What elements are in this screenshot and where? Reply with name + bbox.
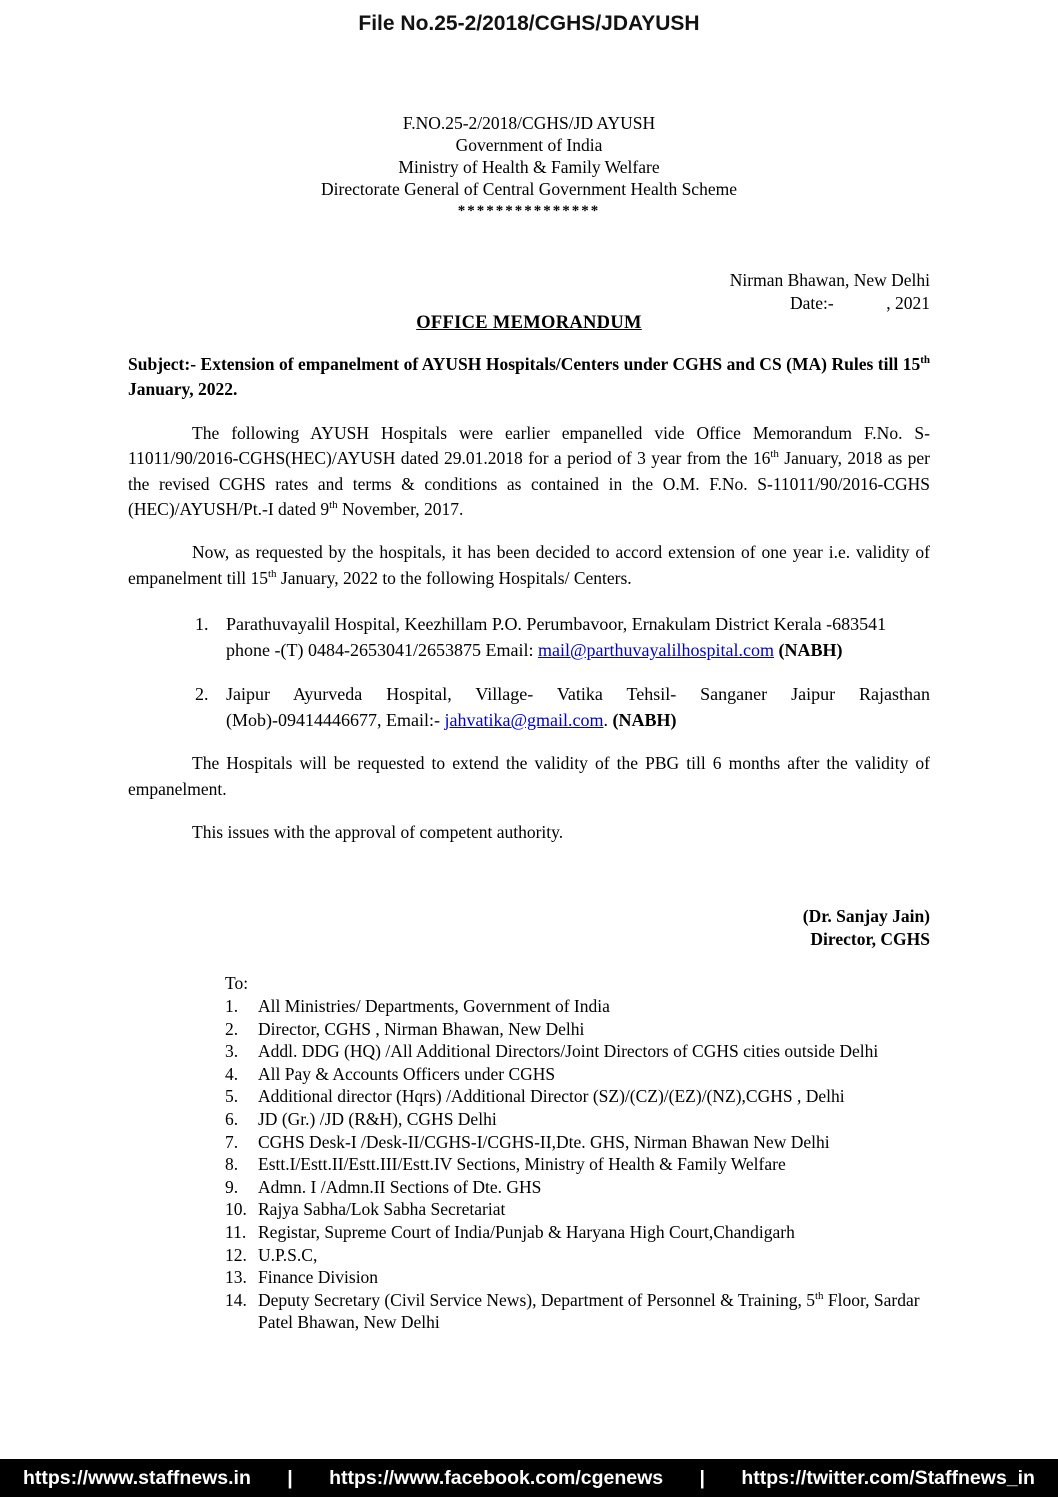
paragraph-2-superscript: th [267, 568, 277, 581]
to-item-2-text: Director, CGHS , Nirman Bhawan, New Delhi [258, 1018, 585, 1039]
to-item-10-text: Rajya Sabha/Lok Sabha Secretariat [258, 1199, 506, 1220]
subject-superscript: th [920, 354, 930, 367]
to-item-9 [225, 1176, 930, 1199]
paragraph-1-superscript-1: th [770, 448, 779, 461]
hospital-2-accreditation-badge: (NABH) [612, 710, 677, 731]
paragraph-1-part2: January, 2018 as per the revised CGHS rates and terms & conditions as contained in the O.M. F.No. S-11011/90/2016-CGHS (HEC)/AYUSH/Pt.-I dated 9 [128, 448, 930, 520]
to-item-10 [225, 1198, 930, 1221]
to-item-14-text [258, 1289, 930, 1334]
to-item-12-number: 12. [225, 1244, 247, 1265]
hospital-1-accreditation-badge: (NABH) [778, 640, 843, 661]
file-number-header: File No.25-2/2018/CGHS/JDAYUSH [358, 12, 700, 35]
letterhead-ministry: Ministry of Health & Family Welfare [398, 157, 660, 177]
paragraph-2-part2: January, 2022 to the following Hospitals/ Centers. [276, 567, 632, 588]
to-item-4-number: 4. [225, 1063, 239, 1084]
to-item-13 [225, 1266, 930, 1289]
to-item-8-number: 8. [225, 1154, 239, 1175]
paragraph-1-superscript-2: th [329, 499, 338, 512]
to-item-5-text: Additional director (Hqrs) /Additional Director (SZ)/(CZ)/(EZ)/(NZ),CGHS , Delhi [258, 1086, 845, 1107]
hospital-list [128, 611, 930, 733]
to-item-11-number: 11. [225, 1222, 247, 1242]
to-item-7 [225, 1131, 930, 1154]
to-item-2-number: 2. [225, 1018, 239, 1039]
to-item-5-number: 5. [225, 1086, 239, 1107]
memo-title-text: OFFICE MEMORANDUM [416, 313, 642, 333]
to-item-7-number: 7. [225, 1131, 239, 1152]
to-item-1-number: 1. [225, 996, 239, 1017]
paragraph-1-part1: The following AYUSH Hospitals were earlier empanelled vide Office Memorandum F.No. S-11011/90/2016-CGHS(HEC)/AYUSH dated 29.01.2018 for a period of 3 year from the 16 [128, 422, 930, 469]
paragraph-1-part3: November, 2017. [337, 499, 464, 520]
paragraph-2-part1: Now, as requested by the hospitals, it has been decided to accord extension of one year i.e. validity of empanelment till 15 [128, 542, 930, 588]
memo-title [0, 313, 1058, 334]
letterhead-government: Government of India [455, 135, 603, 155]
to-item-12 [225, 1244, 930, 1267]
to-item-8-text: Estt.I/Estt.II/Estt.III/Estt.IV Sections, Ministry of Health & Family Welfare [258, 1154, 786, 1175]
hospital-2-after: . [603, 710, 613, 731]
document-body [128, 352, 930, 1334]
date-line: Date:- , 2021 [790, 292, 930, 313]
paragraph-3: The Hospitals will be requested to extend the validity of the PBG till 6 months after the validity of empanelment. [128, 753, 930, 799]
to-item-1-text: All Ministries/ Departments, Government of India [258, 996, 610, 1017]
hospital-item-1 [195, 611, 930, 663]
hospital-1-text: Parathuvayalil Hospital, Keezhillam P.O. Perumbavoor, Ernakulam District Kerala -683541 phone -(T) 0484-2653041/2653875 Email: [226, 614, 887, 661]
hospital-1-number: 1. [195, 614, 209, 635]
to-item-1 [225, 995, 930, 1018]
hospital-2-number: 2. [195, 684, 209, 705]
place-line: Nirman Bhawan, New Delhi [729, 270, 930, 290]
to-item-9-number: 9. [225, 1176, 239, 1197]
hospital-2-text-block [226, 681, 930, 733]
to-item-5 [225, 1085, 930, 1108]
signatory-name: (Dr. Sanjay Jain) [802, 906, 930, 927]
subject-part1: Subject:- Extension of empanelment of AYUSH Hospitals/Centers under CGHS and CS (MA) Rules till 15 [128, 354, 921, 374]
to-item-10-number: 10. [225, 1199, 247, 1220]
letterhead [0, 112, 1058, 222]
footer-separator-1: | [287, 1466, 293, 1489]
paragraph-1 [128, 421, 930, 523]
to-item-14-superscript: th [814, 1289, 824, 1302]
paragraph-4: This issues with the approval of competent authority. [192, 822, 564, 843]
hospital-1-email-link[interactable]: mail@parthuvayalilhospital.com [537, 640, 774, 661]
to-item-3-text: Addl. DDG (HQ) /All Additional Directors/Joint Directors of CGHS cities outside Delhi [258, 1041, 879, 1062]
to-item-4 [225, 1063, 930, 1086]
to-item-13-number: 13. [225, 1267, 247, 1288]
to-item-12-text: U.P.S.C, [258, 1244, 318, 1265]
to-item-9-text: Admn. I /Admn.II Sections of Dte. GHS [258, 1176, 542, 1197]
footer-separator-2: | [699, 1466, 705, 1489]
to-item-14-part2: Floor, Sardar Patel Bhawan, New Delhi [258, 1289, 920, 1333]
footer-bar [0, 1459, 1058, 1497]
to-item-11-text: Registar, Supreme Court of India/Punjab & Haryana High Court,Chandigarh [258, 1222, 795, 1242]
signature-block [128, 905, 930, 950]
footer-link-twitter: https://twitter.com/Staffnews_in [741, 1466, 1035, 1489]
to-item-11 [225, 1221, 930, 1244]
to-item-2 [225, 1018, 930, 1041]
hospital-1-text-block [226, 611, 930, 663]
subject-part2: January, 2022. [128, 379, 238, 400]
hospital-2-email-link[interactable]: jahvatika@gmail.com [444, 710, 604, 731]
letterhead-directorate: Directorate General of Central Government Health Scheme [321, 179, 737, 199]
subject-line [128, 352, 930, 403]
distribution-list [128, 972, 930, 1334]
to-item-7-text: CGHS Desk-I /Desk-II/CGHS-I/CGHS-II,Dte. GHS, Nirman Bhawan New Delhi [258, 1131, 830, 1152]
to-item-14-part1: Deputy Secretary (Civil Service News), Department of Personnel & Training, 5 [258, 1289, 815, 1310]
hospital-item-2 [195, 681, 930, 733]
footer-link-staffnews: https://www.staffnews.in [23, 1466, 251, 1489]
to-item-6-number: 6. [225, 1109, 239, 1130]
hospital-2-text: Jaipur Ayurveda Hospital, Village- Vatika Tehsil- Sanganer Jaipur Rajasthan (Mob)-09414446677, Email:- [226, 684, 930, 731]
to-item-14-number: 14. [225, 1289, 247, 1310]
to-item-4-text: All Pay & Accounts Officers under CGHS [258, 1063, 556, 1084]
letterhead-separator: *************** [457, 203, 601, 219]
to-item-14 [225, 1289, 930, 1334]
to-label: To: [225, 973, 249, 994]
signatory-designation: Director, CGHS [810, 928, 930, 949]
to-item-8 [225, 1153, 930, 1176]
place-date-block [730, 269, 930, 314]
footer-link-facebook: https://www.facebook.com/cgenews [329, 1466, 664, 1489]
to-item-6 [225, 1108, 930, 1131]
to-item-3-number: 3. [225, 1041, 239, 1062]
paragraph-2 [128, 540, 930, 591]
to-item-13-text: Finance Division [258, 1267, 379, 1288]
to-item-3 [225, 1040, 930, 1063]
letterhead-file-ref: F.NO.25-2/2018/CGHS/JD AYUSH [402, 113, 656, 133]
to-item-6-text: JD (Gr.) /JD (R&H), CGHS Delhi [258, 1109, 497, 1130]
